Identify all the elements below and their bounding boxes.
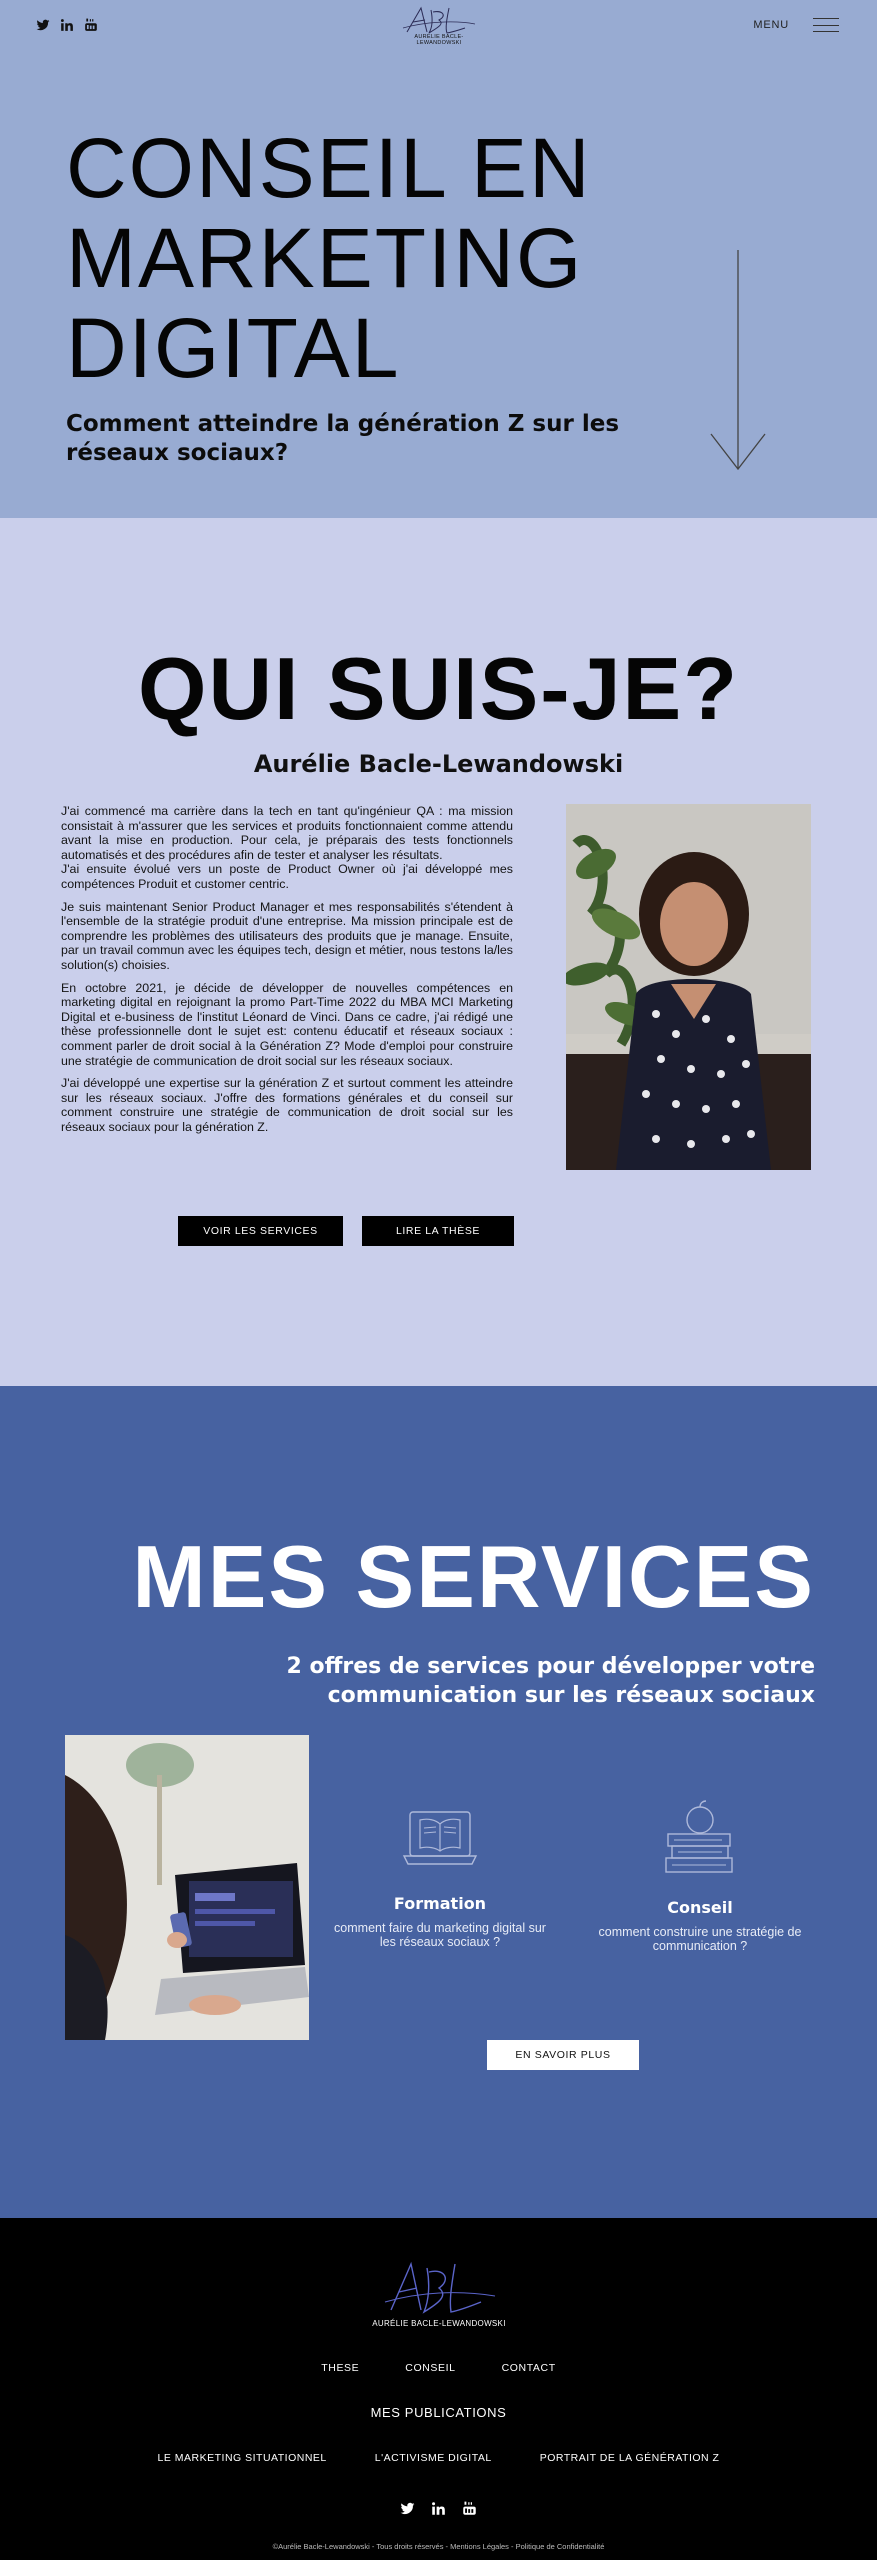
linkedin-icon[interactable] bbox=[60, 18, 74, 32]
books-apple-icon bbox=[660, 1800, 740, 1880]
service-card-formation[interactable] bbox=[330, 1806, 550, 1949]
portrait-photo bbox=[566, 804, 811, 1170]
book-laptop-icon bbox=[400, 1806, 480, 1876]
about-title: QUI SUIS-JE? bbox=[138, 639, 739, 738]
service-title: Formation bbox=[393, 1894, 487, 1913]
hero-title bbox=[66, 123, 626, 393]
hero-subtitle: Comment atteindre la génération Z sur les réseaux sociaux? bbox=[66, 411, 620, 466]
youtube-icon[interactable] bbox=[84, 18, 98, 32]
footer-link-contact[interactable]: CONTACT bbox=[501, 2362, 556, 2374]
publication-link[interactable]: LE MARKETING SITUATIONNEL bbox=[157, 2452, 327, 2464]
linkedin-icon[interactable] bbox=[431, 2501, 446, 2516]
service-title: Conseil bbox=[667, 1898, 733, 1917]
hero-title-line: DIGITAL bbox=[66, 301, 401, 395]
signature-logo-icon bbox=[379, 2254, 499, 2320]
menu-label: MENU bbox=[753, 19, 789, 31]
laptop-illustration bbox=[65, 1735, 309, 2040]
footer-logo-text: AURÉLIE BACLE-LEWANDOWSKI bbox=[372, 2319, 506, 2328]
view-services-button[interactable]: VOIR LES SERVICES bbox=[178, 1216, 343, 1246]
footer-social-links bbox=[400, 2501, 477, 2516]
logo-text: AURÉLIE BACLE-LEWANDOWSKI bbox=[414, 34, 464, 46]
footer-link-these[interactable]: THESE bbox=[321, 2362, 360, 2374]
bio-paragraph: J'ai commencé ma carrière dans la tech en tant qu'ingénieur QA : ma mission consistait à m'assurer que les services et produits fonctionnaient comme attendu avant la mise en production. Pour cela, je préparais des tests fonctionnels automatisés et des procédures afin de tester et analyser les résultats. J'ai ensuite évolué vers un poste de Product Owner où j'ai développé mes compétences Produit et customer centric. bbox=[61, 804, 513, 891]
laptop-photo bbox=[65, 1735, 309, 2040]
learn-more-button[interactable]: EN SAVOIR PLUS bbox=[487, 2040, 639, 2070]
portrait-illustration bbox=[566, 804, 811, 1170]
header-social-links bbox=[36, 18, 98, 32]
copyright: ©Aurélie Bacle-Lewandowski - Tous droits réservés - Mentions Légales - Politique de Confidentialité bbox=[272, 2542, 605, 2551]
about-section bbox=[0, 518, 877, 1386]
footer bbox=[0, 2218, 877, 2560]
hamburger-icon[interactable] bbox=[813, 18, 839, 32]
publications-links bbox=[0, 2452, 877, 2464]
publication-link[interactable]: PORTRAIT DE LA GÉNÉRATION Z bbox=[539, 2452, 720, 2464]
bio-paragraph: J'ai développé une expertise sur la génération Z et surtout comment les atteindre sur les réseaux sociaux. J'offre des formations générales et du conseil sur comment construire une stratégie de communication de droit social sur les réseaux sociaux pour la génération Z. bbox=[61, 1076, 513, 1134]
youtube-icon[interactable] bbox=[462, 2501, 477, 2516]
publication-link[interactable]: L'ACTIVISME DIGITAL bbox=[374, 2452, 492, 2464]
footer-nav bbox=[0, 2362, 877, 2374]
services-title: MES SERVICES bbox=[132, 1527, 815, 1626]
read-thesis-button[interactable]: LIRE LA THÈSE bbox=[362, 1216, 514, 1246]
bio-paragraph: En octobre 2021, je décide de développer de nouvelles compétences en marketing digital en rejoignant la promo Part-Time 2022 du MBA MCI Marketing Digital et e-business de l'institut Léonard de Vinci. Dans ce cadre, j'ai rédigé une thèse professionnelle dont le sujet est: contenu éducatif et réseaux sociaux : comment parler de droit social à la Génération Z? Mode d'emploi pour construire une stratégie de communication de droit social sur les réseaux sociaux. bbox=[61, 980, 513, 1068]
service-description: comment faire du marketing digital sur les réseaux sociaux ? bbox=[334, 1921, 546, 1949]
hero-title-line: MARKETING bbox=[66, 211, 584, 305]
twitter-icon[interactable] bbox=[400, 2501, 415, 2516]
footer-logo[interactable] bbox=[372, 2254, 506, 2328]
hero-section bbox=[0, 0, 877, 518]
arrow-down-icon[interactable] bbox=[709, 250, 767, 472]
service-description: comment construire une stratégie de communication ? bbox=[598, 1925, 802, 1953]
footer-link-conseil[interactable]: CONSEIL bbox=[405, 2362, 456, 2374]
services-subtitle: 2 offres de services pour développer votre communication sur les réseaux sociaux bbox=[286, 1654, 815, 1708]
menu-toggle[interactable] bbox=[753, 18, 839, 32]
about-name: Aurélie Bacle-Lewandowski bbox=[253, 750, 624, 778]
bio-text bbox=[61, 804, 513, 1142]
header-logo[interactable] bbox=[395, 2, 483, 46]
services-section bbox=[0, 1386, 877, 2218]
service-card-conseil[interactable] bbox=[590, 1800, 810, 1953]
publications-title: MES PUBLICATIONS bbox=[370, 2405, 507, 2420]
top-bar bbox=[0, 0, 877, 52]
twitter-icon[interactable] bbox=[36, 18, 50, 32]
signature-logo-icon bbox=[399, 2, 479, 38]
hero-title-line: CONSEIL EN bbox=[66, 121, 592, 215]
bio-paragraph: Je suis maintenant Senior Product Manager et mes responsabilités s'étendent à l'ensemble de la stratégie produit d'une entreprise. Ma mission principale est de comprendre les problèmes des utilisateurs des produits que je manage. Ensuite, par un travail commun avec les équipes tech, design et métier, nous testons la/les solution(s) choisies. bbox=[61, 899, 513, 972]
